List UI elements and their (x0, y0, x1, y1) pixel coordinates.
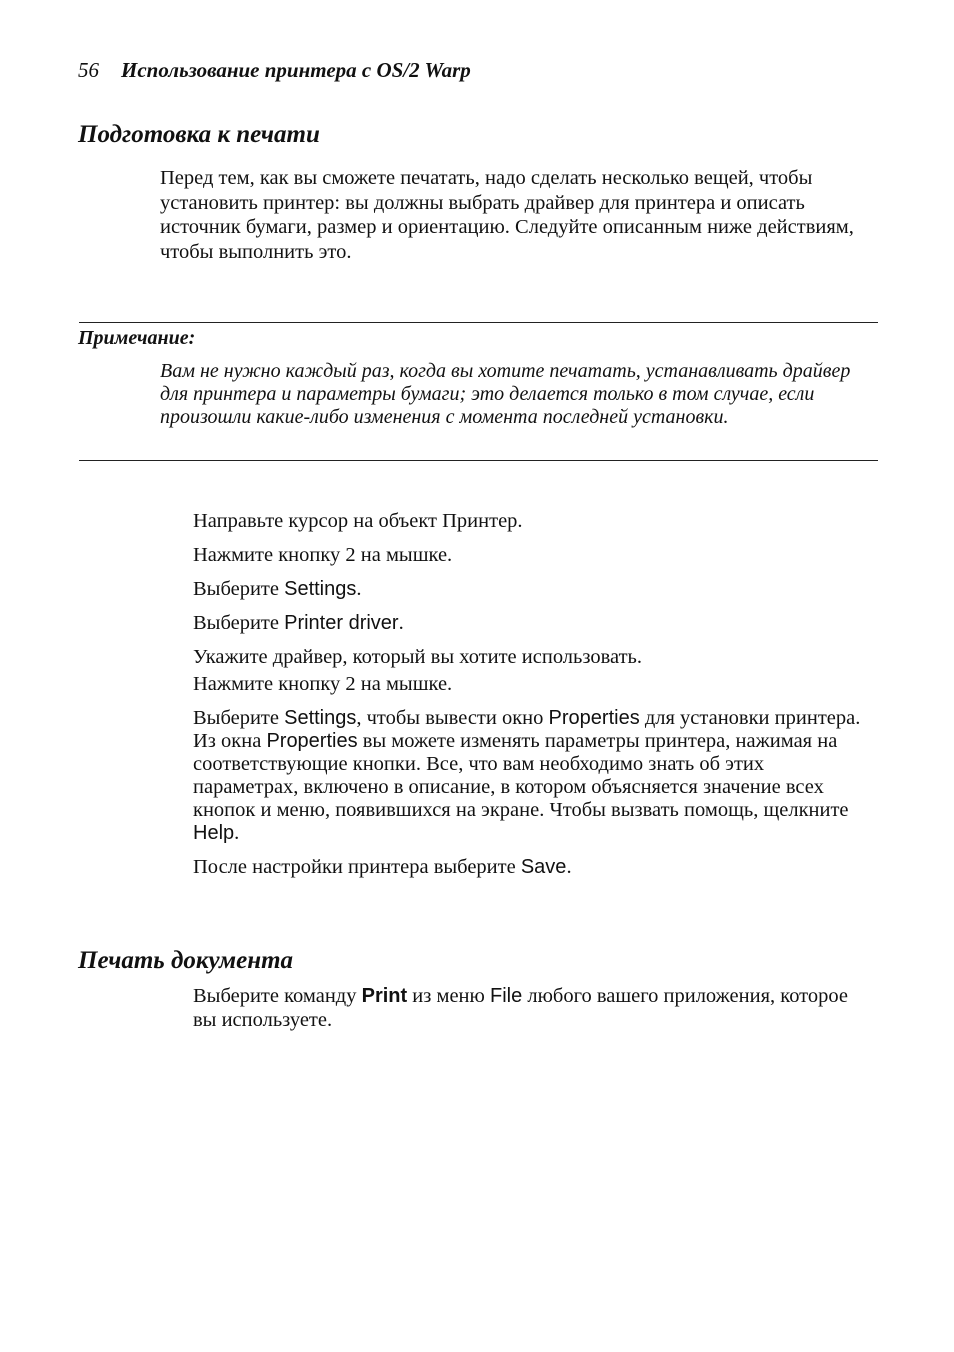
step-text: Выберите (193, 707, 285, 729)
step-text: . (398, 612, 404, 634)
step-item (193, 578, 873, 601)
step-text: для установки принтера. Из окна (193, 707, 861, 752)
ui-term-properties: Properties (266, 730, 358, 752)
ui-term-file: File (489, 985, 523, 1007)
step-text: Нажмите кнопку 2 на мышке. (193, 673, 453, 695)
print-text-part: Выберите команду (193, 985, 362, 1007)
ui-term-properties: Properties (548, 707, 640, 729)
step-text: Выберите (193, 612, 285, 634)
print-text-part: любого вашего приложения, которое вы используете. (193, 985, 848, 1031)
print-paragraph (193, 985, 873, 1032)
note-label: Примечание: (78, 327, 196, 349)
step-text: Нажмите кнопку 2 на мышке. (193, 544, 453, 566)
intro-paragraph: Перед тем, как вы сможете печатать, надо сделать несколько вещей, чтобы установить принтер: вы должны выбрать драйвер для принтера и описать источник бумаги, размер и ориентацию. Следуйте описанным ниже действиям, чтобы выполнить это. (160, 167, 854, 263)
step-item (193, 856, 873, 879)
step-text: После настройки принтера выберите (193, 856, 521, 878)
step-text: Укажите драйвер, который вы хотите использовать. (193, 646, 643, 668)
step-item (193, 510, 873, 533)
ui-term-settings: Settings (284, 707, 357, 729)
step-item (193, 544, 873, 567)
step-text: . (356, 578, 362, 600)
page-header (78, 58, 471, 83)
section-heading-printing: Печать документа (78, 947, 294, 974)
step-text: . (566, 856, 572, 878)
ui-term-help: Help (193, 822, 235, 844)
print-text-part: из меню (407, 985, 490, 1007)
page-number: 56 (78, 58, 99, 82)
step-text: , чтобы вывести окно (356, 707, 549, 729)
ui-term-settings: Settings (284, 578, 357, 600)
running-title: Использование принтера с OS/2 Warp (121, 58, 471, 82)
step-text: . (234, 822, 240, 844)
step-list (193, 510, 873, 890)
step-text: Направьте курсор на объект Принтер. (193, 510, 523, 532)
step-item (193, 673, 873, 696)
step-text: Выберите (193, 578, 285, 600)
step-item (193, 612, 873, 635)
ui-term-printer-driver: Printer driver (284, 612, 399, 634)
step-item (193, 646, 873, 669)
step-item (193, 707, 873, 845)
note-bottom-rule (79, 460, 878, 461)
ui-term-print: Print (361, 985, 408, 1007)
section-heading-preparation: Подготовка к печати (78, 121, 320, 148)
ui-term-save: Save (520, 856, 567, 878)
note-text: Вам не нужно каждый раз, когда вы хотите печатать, устанавливать драйвер для принтера и параметры бумаги; это делается только в том случае, если произошли какие-либо изменения с момента последней установки. (160, 360, 851, 428)
step-text: вы можете изменять параметры принтера, нажимая на соответствующие кнопки. Все, что вам необходимо знать об этих параметрах, включено в описание, в котором объясняется значение всех кнопок и меню, появившихся на экране. Чтобы вызвать помощь, щелкните (193, 730, 849, 821)
note-top-rule (79, 322, 878, 323)
